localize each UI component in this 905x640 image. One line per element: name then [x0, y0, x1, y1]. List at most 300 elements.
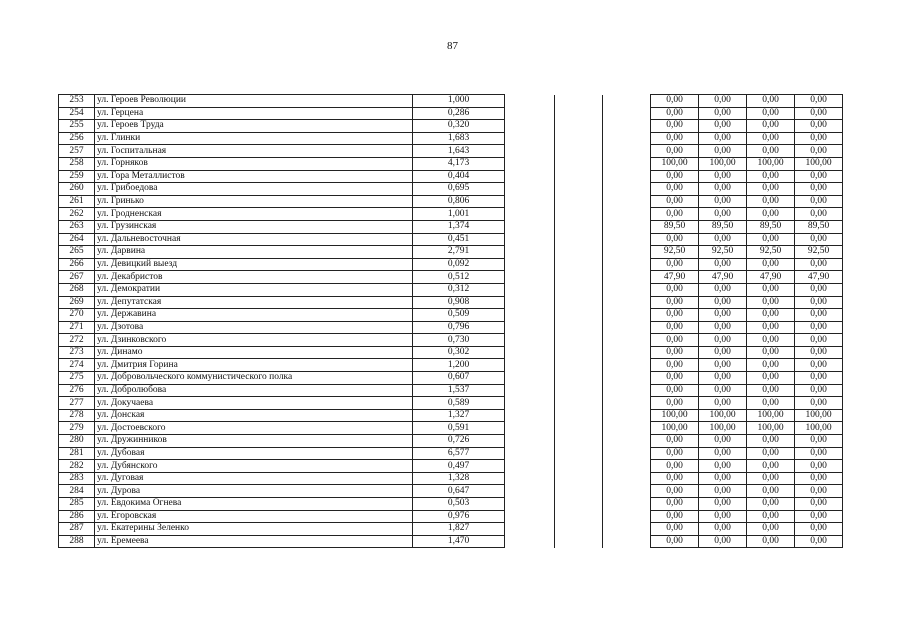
empty-cell — [603, 183, 651, 196]
length-cell: 0,503 — [413, 498, 505, 511]
table-row — [59, 120, 843, 133]
table-row — [59, 157, 843, 170]
empty-cell — [555, 107, 603, 120]
value-cell: 0,00 — [651, 309, 699, 322]
street-name-cell: ул. Депутатская — [95, 296, 413, 309]
value-cell: 0,00 — [747, 95, 795, 108]
empty-cell — [603, 145, 651, 158]
value-cell: 0,00 — [699, 384, 747, 397]
empty-cell — [505, 447, 555, 460]
row-number-cell: 287 — [59, 523, 95, 536]
row-number-cell: 261 — [59, 195, 95, 208]
empty-cell — [505, 510, 555, 523]
empty-cell — [505, 435, 555, 448]
value-cell: 0,00 — [747, 107, 795, 120]
value-cell: 0,00 — [651, 372, 699, 385]
length-cell: 0,908 — [413, 296, 505, 309]
table-row — [59, 183, 843, 196]
empty-cell — [603, 95, 651, 108]
value-cell: 0,00 — [651, 208, 699, 221]
table-row — [59, 208, 843, 221]
table-row — [59, 384, 843, 397]
length-cell: 0,607 — [413, 372, 505, 385]
value-cell: 0,00 — [747, 397, 795, 410]
row-number-cell: 276 — [59, 384, 95, 397]
empty-cell — [603, 447, 651, 460]
value-cell: 0,00 — [699, 334, 747, 347]
table-row — [59, 485, 843, 498]
empty-cell — [505, 208, 555, 221]
value-cell: 0,00 — [747, 372, 795, 385]
length-cell: 0,092 — [413, 258, 505, 271]
row-number-cell: 263 — [59, 220, 95, 233]
value-cell: 0,00 — [747, 346, 795, 359]
value-cell: 0,00 — [699, 472, 747, 485]
value-cell: 0,00 — [699, 346, 747, 359]
street-name-cell: ул. Дарвина — [95, 246, 413, 259]
value-cell: 0,00 — [699, 435, 747, 448]
length-cell: 0,806 — [413, 195, 505, 208]
length-cell: 1,001 — [413, 208, 505, 221]
street-name-cell: ул. Еремеева — [95, 535, 413, 548]
empty-cell — [603, 220, 651, 233]
value-cell: 0,00 — [795, 384, 843, 397]
value-cell: 92,50 — [795, 246, 843, 259]
value-cell: 0,00 — [747, 145, 795, 158]
value-cell: 89,50 — [699, 220, 747, 233]
empty-cell — [555, 535, 603, 548]
value-cell: 0,00 — [795, 372, 843, 385]
empty-cell — [505, 372, 555, 385]
value-cell: 47,90 — [651, 271, 699, 284]
value-cell: 0,00 — [795, 321, 843, 334]
row-number-cell: 288 — [59, 535, 95, 548]
value-cell: 0,00 — [699, 283, 747, 296]
value-cell: 0,00 — [699, 170, 747, 183]
table-row — [59, 95, 843, 108]
length-cell: 1,328 — [413, 472, 505, 485]
length-cell: 0,730 — [413, 334, 505, 347]
value-cell: 0,00 — [699, 397, 747, 410]
empty-cell — [505, 220, 555, 233]
table-row — [59, 422, 843, 435]
value-cell: 0,00 — [795, 170, 843, 183]
row-number-cell: 284 — [59, 485, 95, 498]
value-cell: 0,00 — [699, 485, 747, 498]
value-cell: 0,00 — [651, 334, 699, 347]
empty-cell — [505, 409, 555, 422]
empty-cell — [505, 246, 555, 259]
street-name-cell: ул. Дуговая — [95, 472, 413, 485]
value-cell: 0,00 — [747, 120, 795, 133]
value-cell: 0,00 — [747, 309, 795, 322]
length-cell: 0,796 — [413, 321, 505, 334]
value-cell: 0,00 — [795, 334, 843, 347]
empty-cell — [555, 233, 603, 246]
empty-cell — [603, 409, 651, 422]
empty-cell — [603, 472, 651, 485]
value-cell: 0,00 — [747, 258, 795, 271]
value-cell: 0,00 — [747, 472, 795, 485]
value-cell: 100,00 — [699, 422, 747, 435]
length-cell: 1,537 — [413, 384, 505, 397]
value-cell: 47,90 — [747, 271, 795, 284]
value-cell: 0,00 — [795, 498, 843, 511]
value-cell: 0,00 — [747, 321, 795, 334]
table-row — [59, 170, 843, 183]
value-cell: 0,00 — [795, 120, 843, 133]
street-name-cell: ул. Грузинская — [95, 220, 413, 233]
value-cell: 0,00 — [747, 296, 795, 309]
empty-cell — [555, 220, 603, 233]
table-row — [59, 535, 843, 548]
value-cell: 0,00 — [651, 346, 699, 359]
table-row — [59, 409, 843, 422]
empty-cell — [603, 334, 651, 347]
value-cell: 0,00 — [795, 472, 843, 485]
value-cell: 0,00 — [795, 510, 843, 523]
street-name-cell: ул. Гродненская — [95, 208, 413, 221]
length-cell: 0,591 — [413, 422, 505, 435]
row-number-cell: 269 — [59, 296, 95, 309]
row-number-cell: 258 — [59, 157, 95, 170]
empty-cell — [603, 422, 651, 435]
empty-cell — [505, 485, 555, 498]
length-cell: 1,827 — [413, 523, 505, 536]
value-cell: 0,00 — [651, 472, 699, 485]
empty-cell — [603, 246, 651, 259]
value-cell: 92,50 — [747, 246, 795, 259]
empty-cell — [505, 422, 555, 435]
empty-cell — [555, 510, 603, 523]
row-number-cell: 286 — [59, 510, 95, 523]
value-cell: 0,00 — [699, 183, 747, 196]
table-row — [59, 435, 843, 448]
row-number-cell: 281 — [59, 447, 95, 460]
empty-cell — [555, 334, 603, 347]
empty-cell — [555, 195, 603, 208]
empty-cell — [603, 372, 651, 385]
empty-cell — [555, 346, 603, 359]
length-cell: 0,512 — [413, 271, 505, 284]
value-cell: 0,00 — [651, 359, 699, 372]
value-cell: 0,00 — [699, 296, 747, 309]
table-row — [59, 397, 843, 410]
value-cell: 0,00 — [651, 510, 699, 523]
value-cell: 0,00 — [747, 510, 795, 523]
table-row — [59, 472, 843, 485]
value-cell: 0,00 — [651, 233, 699, 246]
empty-cell — [603, 309, 651, 322]
length-cell: 0,647 — [413, 485, 505, 498]
street-name-cell: ул. Дальневосточная — [95, 233, 413, 246]
row-number-cell: 278 — [59, 409, 95, 422]
value-cell: 0,00 — [795, 208, 843, 221]
table-row — [59, 246, 843, 259]
value-cell: 0,00 — [699, 233, 747, 246]
empty-cell — [555, 95, 603, 108]
empty-cell — [603, 258, 651, 271]
street-name-cell: ул. Герцена — [95, 107, 413, 120]
value-cell: 0,00 — [699, 372, 747, 385]
value-cell: 0,00 — [699, 523, 747, 536]
row-number-cell: 275 — [59, 372, 95, 385]
empty-cell — [603, 170, 651, 183]
row-number-cell: 266 — [59, 258, 95, 271]
empty-cell — [603, 107, 651, 120]
row-number-cell: 262 — [59, 208, 95, 221]
value-cell: 0,00 — [747, 523, 795, 536]
value-cell: 0,00 — [651, 535, 699, 548]
empty-cell — [505, 523, 555, 536]
value-cell: 100,00 — [699, 409, 747, 422]
street-name-cell: ул. Державина — [95, 309, 413, 322]
length-cell: 1,643 — [413, 145, 505, 158]
table-row — [59, 372, 843, 385]
empty-cell — [555, 246, 603, 259]
empty-cell — [555, 321, 603, 334]
length-cell: 0,312 — [413, 283, 505, 296]
empty-cell — [555, 145, 603, 158]
street-name-cell: ул. Дзотова — [95, 321, 413, 334]
empty-cell — [603, 384, 651, 397]
table-row — [59, 321, 843, 334]
empty-cell — [505, 157, 555, 170]
value-cell: 0,00 — [795, 132, 843, 145]
value-cell: 92,50 — [699, 246, 747, 259]
empty-cell — [603, 233, 651, 246]
value-cell: 0,00 — [747, 535, 795, 548]
value-cell: 0,00 — [699, 535, 747, 548]
empty-cell — [555, 296, 603, 309]
empty-cell — [555, 183, 603, 196]
value-cell: 0,00 — [651, 460, 699, 473]
table-row — [59, 258, 843, 271]
row-number-cell: 255 — [59, 120, 95, 133]
value-cell: 0,00 — [795, 195, 843, 208]
empty-cell — [603, 132, 651, 145]
value-cell: 0,00 — [795, 447, 843, 460]
table-row — [59, 132, 843, 145]
row-number-cell: 274 — [59, 359, 95, 372]
value-cell: 100,00 — [651, 422, 699, 435]
length-cell: 1,374 — [413, 220, 505, 233]
empty-cell — [555, 309, 603, 322]
value-cell: 0,00 — [651, 435, 699, 448]
length-cell: 0,497 — [413, 460, 505, 473]
street-name-cell: ул. Гринько — [95, 195, 413, 208]
empty-cell — [505, 460, 555, 473]
length-cell: 1,000 — [413, 95, 505, 108]
empty-cell — [555, 359, 603, 372]
length-cell: 2,791 — [413, 246, 505, 259]
value-cell: 0,00 — [795, 397, 843, 410]
value-cell: 100,00 — [747, 157, 795, 170]
row-number-cell: 280 — [59, 435, 95, 448]
empty-cell — [603, 460, 651, 473]
value-cell: 0,00 — [651, 120, 699, 133]
value-cell: 0,00 — [699, 107, 747, 120]
empty-cell — [555, 372, 603, 385]
street-name-cell: ул. Девицкий выезд — [95, 258, 413, 271]
street-name-cell: ул. Дзинковского — [95, 334, 413, 347]
length-cell: 0,726 — [413, 435, 505, 448]
value-cell: 100,00 — [747, 409, 795, 422]
empty-cell — [555, 447, 603, 460]
length-cell: 0,451 — [413, 233, 505, 246]
street-name-cell: ул. Дубянского — [95, 460, 413, 473]
street-name-cell: ул. Демократии — [95, 283, 413, 296]
value-cell: 0,00 — [747, 334, 795, 347]
street-name-cell: ул. Горняков — [95, 157, 413, 170]
street-name-cell: ул. Добровольческого коммунистического полка — [95, 372, 413, 385]
row-number-cell: 265 — [59, 246, 95, 259]
street-name-cell: ул. Дмитрия Горина — [95, 359, 413, 372]
value-cell: 0,00 — [699, 309, 747, 322]
value-cell: 47,90 — [795, 271, 843, 284]
value-cell: 0,00 — [651, 447, 699, 460]
value-cell: 0,00 — [795, 309, 843, 322]
empty-cell — [505, 472, 555, 485]
empty-cell — [555, 132, 603, 145]
empty-cell — [555, 460, 603, 473]
length-cell: 0,695 — [413, 183, 505, 196]
table-row — [59, 195, 843, 208]
value-cell: 0,00 — [747, 283, 795, 296]
table-row — [59, 460, 843, 473]
length-cell: 0,286 — [413, 107, 505, 120]
length-cell: 6,577 — [413, 447, 505, 460]
row-number-cell: 268 — [59, 283, 95, 296]
street-name-cell: ул. Героев Революции — [95, 95, 413, 108]
table-row — [59, 296, 843, 309]
value-cell: 89,50 — [747, 220, 795, 233]
value-cell: 100,00 — [747, 422, 795, 435]
empty-cell — [555, 120, 603, 133]
value-cell: 0,00 — [795, 145, 843, 158]
row-number-cell: 279 — [59, 422, 95, 435]
empty-cell — [603, 498, 651, 511]
value-cell: 0,00 — [795, 296, 843, 309]
empty-cell — [505, 535, 555, 548]
value-cell: 0,00 — [795, 95, 843, 108]
empty-cell — [505, 359, 555, 372]
empty-cell — [555, 258, 603, 271]
empty-cell — [555, 283, 603, 296]
empty-cell — [505, 296, 555, 309]
street-name-cell: ул. Глинки — [95, 132, 413, 145]
value-cell: 0,00 — [699, 321, 747, 334]
empty-cell — [505, 397, 555, 410]
empty-cell — [603, 510, 651, 523]
empty-cell — [555, 485, 603, 498]
row-number-cell: 285 — [59, 498, 95, 511]
street-name-cell: ул. Героев Труда — [95, 120, 413, 133]
value-cell: 0,00 — [699, 95, 747, 108]
empty-cell — [603, 296, 651, 309]
value-cell: 0,00 — [699, 258, 747, 271]
table-row — [59, 233, 843, 246]
empty-cell — [505, 498, 555, 511]
empty-cell — [603, 397, 651, 410]
row-number-cell: 267 — [59, 271, 95, 284]
empty-cell — [555, 472, 603, 485]
table-body — [59, 95, 843, 548]
value-cell: 0,00 — [651, 321, 699, 334]
empty-cell — [555, 271, 603, 284]
street-name-cell: ул. Дубовая — [95, 447, 413, 460]
value-cell: 0,00 — [699, 145, 747, 158]
length-cell: 1,683 — [413, 132, 505, 145]
value-cell: 0,00 — [699, 208, 747, 221]
row-number-cell: 277 — [59, 397, 95, 410]
value-cell: 0,00 — [651, 485, 699, 498]
row-number-cell: 264 — [59, 233, 95, 246]
street-name-cell: ул. Динамо — [95, 346, 413, 359]
table-row — [59, 283, 843, 296]
value-cell: 0,00 — [747, 498, 795, 511]
value-cell: 0,00 — [651, 296, 699, 309]
value-cell: 0,00 — [747, 208, 795, 221]
empty-cell — [603, 359, 651, 372]
table-row — [59, 498, 843, 511]
value-cell: 0,00 — [747, 132, 795, 145]
empty-cell — [603, 157, 651, 170]
value-cell: 0,00 — [699, 460, 747, 473]
value-cell: 0,00 — [651, 183, 699, 196]
empty-cell — [555, 384, 603, 397]
row-number-cell: 256 — [59, 132, 95, 145]
empty-cell — [555, 523, 603, 536]
length-cell: 0,404 — [413, 170, 505, 183]
value-cell: 0,00 — [699, 120, 747, 133]
street-name-cell: ул. Дружинников — [95, 435, 413, 448]
empty-cell — [505, 132, 555, 145]
empty-cell — [505, 334, 555, 347]
value-cell: 0,00 — [651, 170, 699, 183]
street-name-cell: ул. Госпитальная — [95, 145, 413, 158]
empty-cell — [505, 170, 555, 183]
value-cell: 0,00 — [795, 435, 843, 448]
empty-cell — [603, 346, 651, 359]
empty-cell — [555, 397, 603, 410]
value-cell: 0,00 — [651, 258, 699, 271]
empty-cell — [505, 195, 555, 208]
length-cell: 0,302 — [413, 346, 505, 359]
street-name-cell: ул. Екатерины Зеленко — [95, 523, 413, 536]
row-number-cell: 282 — [59, 460, 95, 473]
empty-cell — [505, 283, 555, 296]
value-cell: 0,00 — [651, 523, 699, 536]
value-cell: 0,00 — [747, 435, 795, 448]
page-number: 87 — [447, 40, 458, 52]
value-cell: 0,00 — [651, 384, 699, 397]
value-cell: 0,00 — [747, 170, 795, 183]
table-row — [59, 510, 843, 523]
value-cell: 0,00 — [747, 183, 795, 196]
length-cell: 0,509 — [413, 309, 505, 322]
empty-cell — [603, 523, 651, 536]
empty-cell — [505, 145, 555, 158]
value-cell: 0,00 — [699, 359, 747, 372]
empty-cell — [505, 183, 555, 196]
empty-cell — [555, 435, 603, 448]
table-row — [59, 107, 843, 120]
value-cell: 0,00 — [795, 258, 843, 271]
length-cell: 1,327 — [413, 409, 505, 422]
value-cell: 0,00 — [651, 397, 699, 410]
empty-cell — [603, 208, 651, 221]
